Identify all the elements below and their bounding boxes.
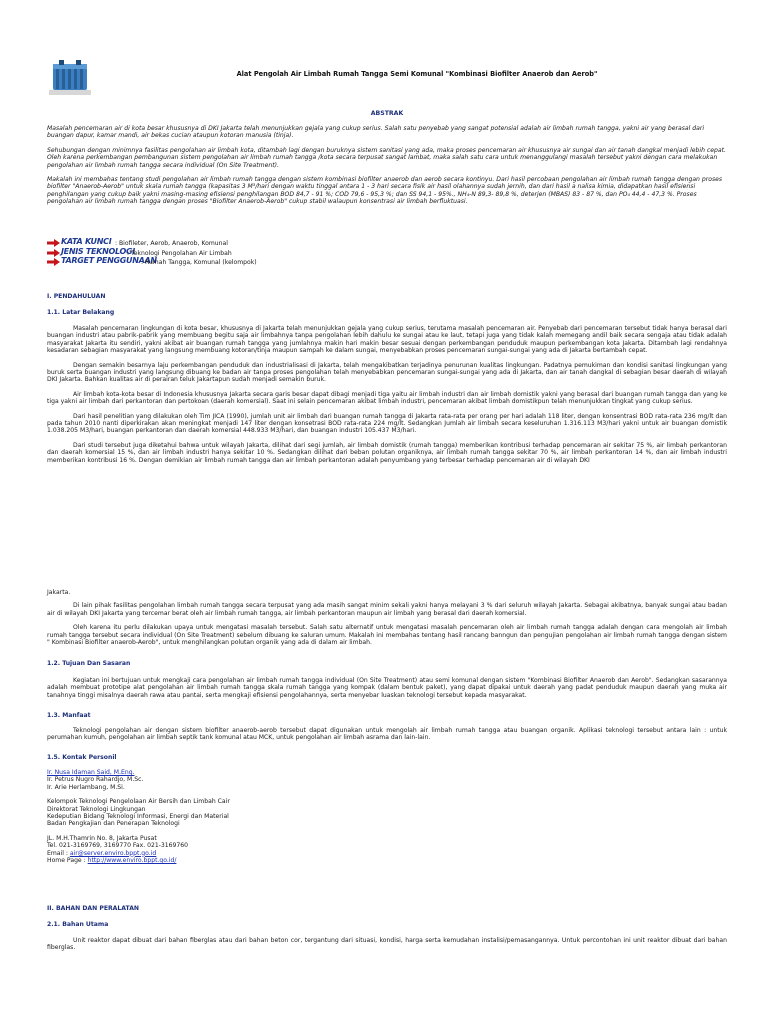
subsection-heading-kontak: 1.5. Kontak Personil (47, 754, 117, 761)
contact-person: Ir. Arie Herlambang, M.Si. (47, 783, 125, 791)
abstract-paragraph: Sehubungan dengan minimnya fasilitas pengolahan air limbah kota, ditambah lagi dengan buruknya sistem sanitasi yang ada, maka proses pencemaran air khususnya air sungai dan air tanah dangkal menjadi lebih cepat. Oleh karena perkembangan pembangunan sistem pengolahan air limbah rumah tangga /kota secara terpusat sangat lambat, maka salah satu cara untuk menanggulangi masalah tersebut yakni dengan cara melakukan pengolahan air limbah rumah tangga secara individual (On Site Treatment). (47, 146, 726, 169)
homepage-label: Home Page : (47, 857, 88, 865)
red-arrow-icon (47, 239, 60, 247)
contact-phone: Tel. 021-3169769, 3169770 Fax. 021-3169760 (47, 842, 189, 850)
latar-belakang-continued (47, 589, 727, 646)
contact-org: Badan Pengkajian dan Penerapan Teknologi (47, 820, 180, 828)
keyword-label: TARGET PENGGUNAAN (61, 256, 157, 265)
contact-org: Direktorat Teknologi Lingkungan (47, 805, 146, 813)
keyword-value: : Rumah Tangga, Komunal (kelompok) (141, 259, 257, 266)
email-label: Email : (47, 849, 70, 857)
subsection-heading-latar-belakang: 1.1. Latar Belakang (47, 309, 115, 316)
homepage-link[interactable]: http://www.enviro.bppt.go.id/ (87, 857, 177, 865)
contact-person-link[interactable]: Ir. Nusa Idaman Said, M.Eng. (47, 769, 135, 776)
contact-org: Kelompok Teknologi Pengelolaan Air Bersih dan Limbah Cair (47, 798, 230, 806)
section-heading-pendahuluan: I. PENDAHULUAN (47, 293, 106, 300)
keyword-label: KATA KUNCI (61, 237, 112, 246)
keyword-value: : Biofileter, Aerob, Anaerob, Komunal (115, 240, 228, 247)
paragraph: Oleh karena itu perlu dilakukan upaya untuk mengatasi masalah tersebut. Salah satu alternatif untuk mengatasi masalah pencemaran oleh air limbah rumah tangga adalah dengan cara mengolah air limbah rumah tangga tersebut secara individual (On Site Treatment) sebelum dibuang ke saluran umum. Makalah ini membahas tentang hasil rancang banngun dan pengujian pengolahan air limbah rumah tangga dengan sistem " Kombinasi Biofilter anaerob-Aerob", untuk menghilangkan polutan organik yang ada di dalam air limbah. (47, 624, 727, 647)
contact-org: Kedeputian Bidang Teknologi Informasi, Energi dan Material (47, 813, 229, 821)
keyword-value: : Teknologi Pengolahan Air Limbah (127, 250, 232, 257)
paragraph: Air limbah kota-kota besar di Indonesia khususnya Jakarta secara garis besar dapat dibagi menjadi tiga yaitu air limbah industri dan air limbah domistik yakni yang berasal dari buangan rumah tangga dan yang ke tiga yakni air limbah dari perkantoran dan pertokoan (daerah komersial). Saat ini selain pencemaran akibat limbah industri, pencemaran akibat limbah domistikpun telah menunjukkan tingkat yang cukup serius. (47, 390, 727, 406)
section-heading-bahan-peralatan: II. BAHAN DAN PERALATAN (47, 905, 140, 912)
abstract-paragraph: Makalah ini membahas tentang studi pengolahan air limbah rumah tangga dengan sistem kombinasi biofilter anaerob dan aerob secara kontinyu. Dari hasil percobaan pengolahan air limbah rumah tangga dengan proses biofilter "Anaerob-Aerob" untuk skala rumah tangga (kapasitas 3 M³/hari dengan waktu tinggal antara 1 - 3 hari secara fisik air hasil olahannya sudah jernih, dan dari hasil a nalisa kimia, didapatkan hasil efisiensi penghilangan yang cukup baik yakni masing-masing efisiensi penghilangan BOD 84,7 - 91 %; COD 79,6 - 95,3 %; dan SS 94,1 - 95%., NH₄-N 89,3- 89,8 %, deterjen (MBAS) 83 - 87 %, dan PO₄ 44,4 - 47,3 %. Proses pengolahan air limbah rumah tangga dengan proses "Biofilter Anaerob-Aerob" cukup stabil walaupun konsentrasi air limbah berfluktuasi. (47, 176, 723, 206)
manfaat-body (47, 727, 727, 742)
paragraph: Di lain pihak fasilitas pengolahan limbah rumah tangga secara terpusat yang ada masih sangat minim sekali yakni hanya melayani 3 % dari seluruh wilayah Jakarta. Sebagai akibatnya, banyak sungai atau badan air di wilayah DKI Jakarta yang tercemar berat oleh air limbah rumah tangga, air limbah perkantoran maupun air limbah yang berasal dari daerah komersial. (47, 602, 727, 617)
paragraph: Dari studi tersebut juga diketahui bahwa untuk wilayah Jakarta, dilihat dari segi jumlah, air limbah domistik (rumah tangga) memberikan kontribusi terhadap pencemaran air sekitar 75 %, air limbah perkantoran dan daerah komersial 15 %, dan air limbah industri hanya sekitar 10 %. Sedangkan dilihat dari beban polutan organiknya, air limbah rumah tangga sekitar 70 %, air limbah perkantoran 14 %, dan air limbah industri memberikan kontribusi 16 %. Dengan demikian air limbah rumah tangga dan air limbah perkantoran adalah penyumbang yang terbesar terhadap pencemaran air di wilayah DKI (47, 441, 727, 464)
tujuan-body (47, 677, 727, 699)
document-title: Alat Pengolah Air Limbah Rumah Tangga Semi Komunal "Kombinasi Biofilter Anaerob dan Aerob" (236, 70, 598, 78)
contact-address: JL. M.H.Thamrin No. 8, Jakarta Pusat (47, 834, 157, 842)
paragraph: Dari hasil penelitian yang dilakukan oleh Tim JICA (1990), jumlah unit air limbah dari buangan rumah tangga di Jakarta rata-rata per orang per hari adalah 118 liter, dengan konsentrasi BOD rata-rata 236 mg/lt dan pada tahun 2010 nanti diperkirakan akan meningkat menjadi 147 liter dengan konsetrasi BOD rata-rata 224 mg/lt. Sedangkan Jumlah air limbah secara keseluruhan 1.316.113 M3/hari yakni untuk air buangan domistik 1.038.205 M3/hari, buangan perkantoran dan daerah komersial 448.933 M3/hari, dan buangan industri 105.437 M3/hari. (47, 412, 727, 435)
red-arrow-icon (47, 249, 60, 257)
email-link[interactable]: air@server.enviro.bppt.go.id (69, 849, 157, 857)
subsection-heading-tujuan: 1.2. Tujuan Dan Sasaran (47, 660, 131, 667)
contact-person: Ir. Petrus Nugro Rahardjo, M.Sc. (47, 776, 144, 784)
subsection-heading-bahan-utama: 2.1. Bahan Utama (47, 921, 109, 928)
paragraph: Teknologi pengolahan air dengan sistem biofilter anaerob-aerob tersebut dapat digunakan untuk mengolah air limbah rumah tangga atau buangan organik. Aplikasi teknologi tersebut antara lain : untuk perumahan kumuh, pengolahan air limbah septik tank komunal atau MCK, untuk pengolahan air limbah asrama dan lain-lain. (47, 727, 727, 742)
abstract (47, 125, 727, 213)
keyword-label: JENIS TEKNOLOGI (61, 247, 135, 256)
abstract-paragraph: Masalah pencemaran air di kota besar khususnya di DKI Jakarta telah menunjukkan gejala yang cukup serius. Salah satu penyebab yang sangat potensial adalah air limbah rumah tangga, yakni air yang berasal dari buangan dapur, kamar mandi, air bekas cucian ataupun kotoran manusia (tinja). (47, 125, 705, 140)
reactor-tank-image (49, 58, 91, 95)
paragraph: Masalah pencemaran lingkungan di kota besar, khususnya di Jakarta telah menunjukkan gejala yang cukup serius, terutama masalah pencemaran air. Penyebab dari pencemaran tersebut tidak hanya berasal dari buangan industri atau pabrik-pabrik yang membuang begitu saja air limbahnya tanpa pengolahan lebih dahulu ke sungai atau ke laut, tetapi juga yang tidak kalah memegang andil baik secara sengaja atau tidak adalah masyarakat Jakarta itu sendiri, yakni akibat air buangan rumah tangga yang jumlahnya makin hari makin besar sesuai dengan perkembangan penduduk maupun perkembangan kota Jakarta. Ditambah lagi rendahnya kesadaran sebagian masyarakat yang langsung membuang kotoran/tinja maupun sampah ke dalam sungai, menyebabkan proses pencemaran sungai-sungai yang ada di Jakarta bertambah cepat. (47, 325, 727, 355)
subsection-heading-manfaat: 1.3. Manfaat (47, 712, 91, 719)
latar-belakang-body (47, 325, 727, 464)
red-arrow-icon (47, 258, 60, 266)
paragraph: Unit reaktor dapat dibuat dari bahan fiberglas atau dari bahan beton cor, tergantung dari situasi, kondisi, harga serta kemudahan instalisi/pemasangannya. Untuk percontohan ini unit reaktor dibuat dari bahan fiberglas. (47, 937, 727, 952)
bahan-utama-body (47, 937, 727, 952)
contact-block (47, 769, 727, 864)
keyword-row-target-penggunaan (47, 258, 447, 267)
paragraph: Dengan semakin besarnya laju perkembangan penduduk dan industrialisasi di Jakarta, telah mengakibatkan terjadinya penurunan kualitas lingkungan. Padatnya pemukiman dan kondisi sanitasi lingkungan yang buruk serta buangan industri yang langsung dibuang ke badan air tanpa proses pengolahan telah menyebabkan pencemaran sungai-sungai yang ada di Jakarta, dan air tanah dangkal di sebagian besar daerah di wilayah DKI Jakarta. Bahkan kualitas air di perairan teluk Jakartapun sudah menjadi semakin buruk. (47, 361, 727, 384)
abstract-heading: ABSTRAK (370, 110, 404, 117)
paragraph: Jakarta. (47, 589, 71, 596)
paragraph: Kegiatan ini bertujuan untuk mengkaji cara pengolahan air limbah rumah tangga individual (On Site Treatment) atau semi komunal dengan sistem "Kombinasi Biofilter Anaerob dan Aerob". Sedangkan sasarannya adalah membuat prototipe alat pengolahan air limbah rumah tangga skala rumah tangga yang kompak (dalam bentuk paket), yang dapat dipakai untuk daerah yang padat penduduk maupun daerah yang muka air tanahnya tinggi misalnya daerah rawa atau pantai, serta mengkaji efisiensi pengolahannya, serta menyebar luaskan teknologi tersebut kepada masyarakat. (47, 677, 727, 699)
